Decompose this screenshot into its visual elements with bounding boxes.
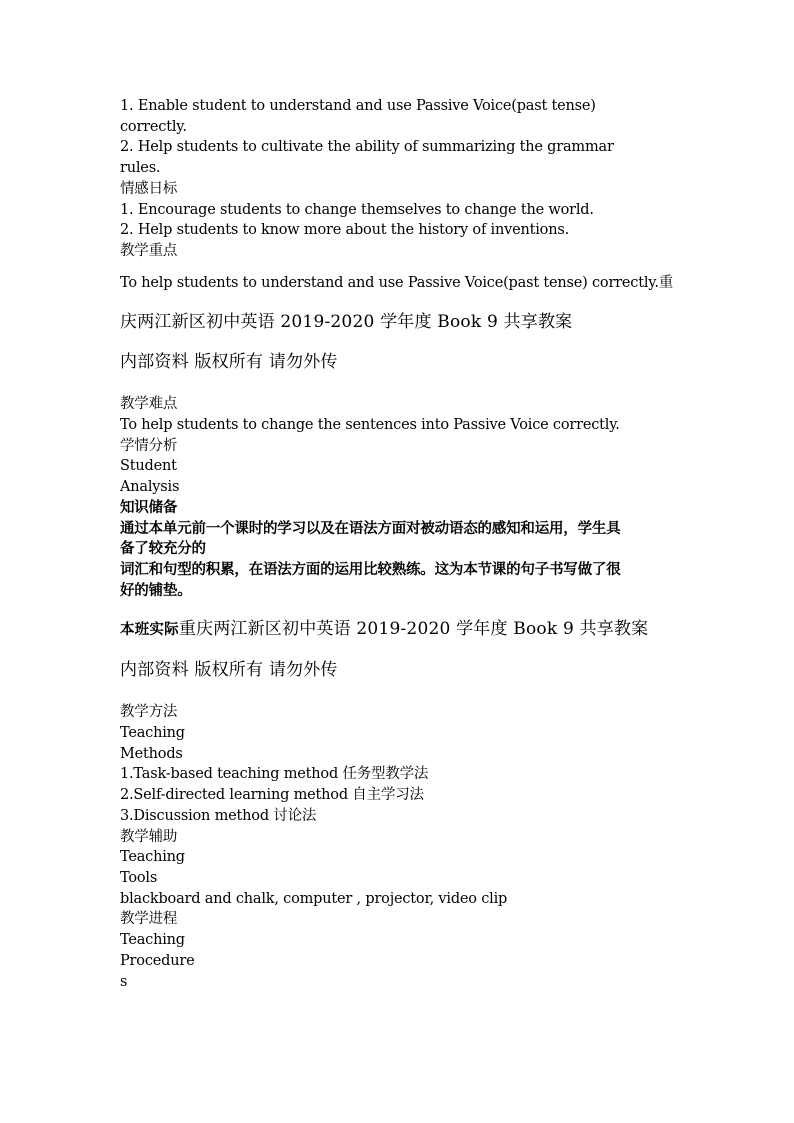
procedures-heading: 教学进程 xyxy=(120,911,178,928)
focus-heading: 教学重点 xyxy=(120,242,178,259)
difficulty-text: To help students to change the sentences into Passive Voice correctly. xyxy=(120,417,620,434)
class-actual-label: 本班实际 xyxy=(120,621,179,639)
objective-item-2-line-2: rules. xyxy=(120,160,161,177)
methods-heading: 教学方法 xyxy=(120,704,178,721)
document-header-2-line-2: 内部资料 版权所有 请勿外传 xyxy=(120,660,338,681)
analysis-paragraph-2-line-1: 词汇和句型的积累，在语法方面的运用比较熟练。这为本节课的句子书写做了很 xyxy=(120,560,621,578)
document-header-1-line-1: 庆两江新区初中英语 2019-2020 学年度 Book 9 共享教案 xyxy=(120,312,573,333)
procedures-label-line-1: Teaching xyxy=(120,932,185,949)
document-header-1-line-2: 内部资料 版权所有 请勿外传 xyxy=(120,352,338,373)
objective-item-1-line-2: correctly. xyxy=(120,118,187,135)
difficulty-heading: 教学难点 xyxy=(120,396,178,413)
methods-item-1: 1.Task-based teaching method 任务型教学法 xyxy=(120,766,429,783)
document-header-2-line-1 xyxy=(120,617,680,642)
methods-item-2: 2.Self-directed learning method 自主学习法 xyxy=(120,787,424,804)
tools-label-line-1: Teaching xyxy=(120,849,185,866)
analysis-label-line-1: Student xyxy=(120,458,177,475)
document-header-2-title: 重庆两江新区初中英语 2019-2020 学年度 Book 9 共享教案 xyxy=(178,619,649,640)
emotion-item-2: 2. Help students to know more about the history of inventions. xyxy=(120,222,569,239)
tools-label-line-2: Tools xyxy=(120,869,158,886)
objective-item-2-line-1: 2. Help students to cultivate the ability of summarizing the grammar xyxy=(120,139,614,156)
analysis-paragraph-1-line-2: 备了较充分的 xyxy=(120,540,206,558)
knowledge-heading: 知识储备 xyxy=(120,498,178,516)
document-page xyxy=(120,96,680,992)
analysis-heading: 学情分析 xyxy=(120,437,178,454)
emotion-item-1: 1. Encourage students to change themselves to change the world. xyxy=(120,201,594,218)
analysis-label-line-2: Analysis xyxy=(120,479,180,496)
tools-heading: 教学辅助 xyxy=(120,828,178,845)
analysis-paragraph-1-line-1: 通过本单元前一个课时的学习以及在语法方面对被动语态的感知和运用，学生具 xyxy=(120,519,621,537)
tools-text: blackboard and chalk, computer , projector, video clip xyxy=(120,890,508,907)
objective-item-1-line-1: 1. Enable student to understand and use Passive Voice(past tense) xyxy=(120,98,596,114)
methods-item-3: 3.Discussion method 讨论法 xyxy=(120,807,317,824)
analysis-paragraph-2-line-2: 好的铺垫。 xyxy=(120,581,192,599)
focus-text: To help students to understand and use Passive Voice(past tense) correctly.重 xyxy=(120,274,674,291)
procedures-label-line-2: Procedure xyxy=(120,952,195,969)
procedures-label-line-3: s xyxy=(120,973,128,990)
methods-label-line-2: Methods xyxy=(120,745,183,762)
methods-label-line-1: Teaching xyxy=(120,725,185,742)
emotion-heading: 情感日标 xyxy=(120,180,178,197)
